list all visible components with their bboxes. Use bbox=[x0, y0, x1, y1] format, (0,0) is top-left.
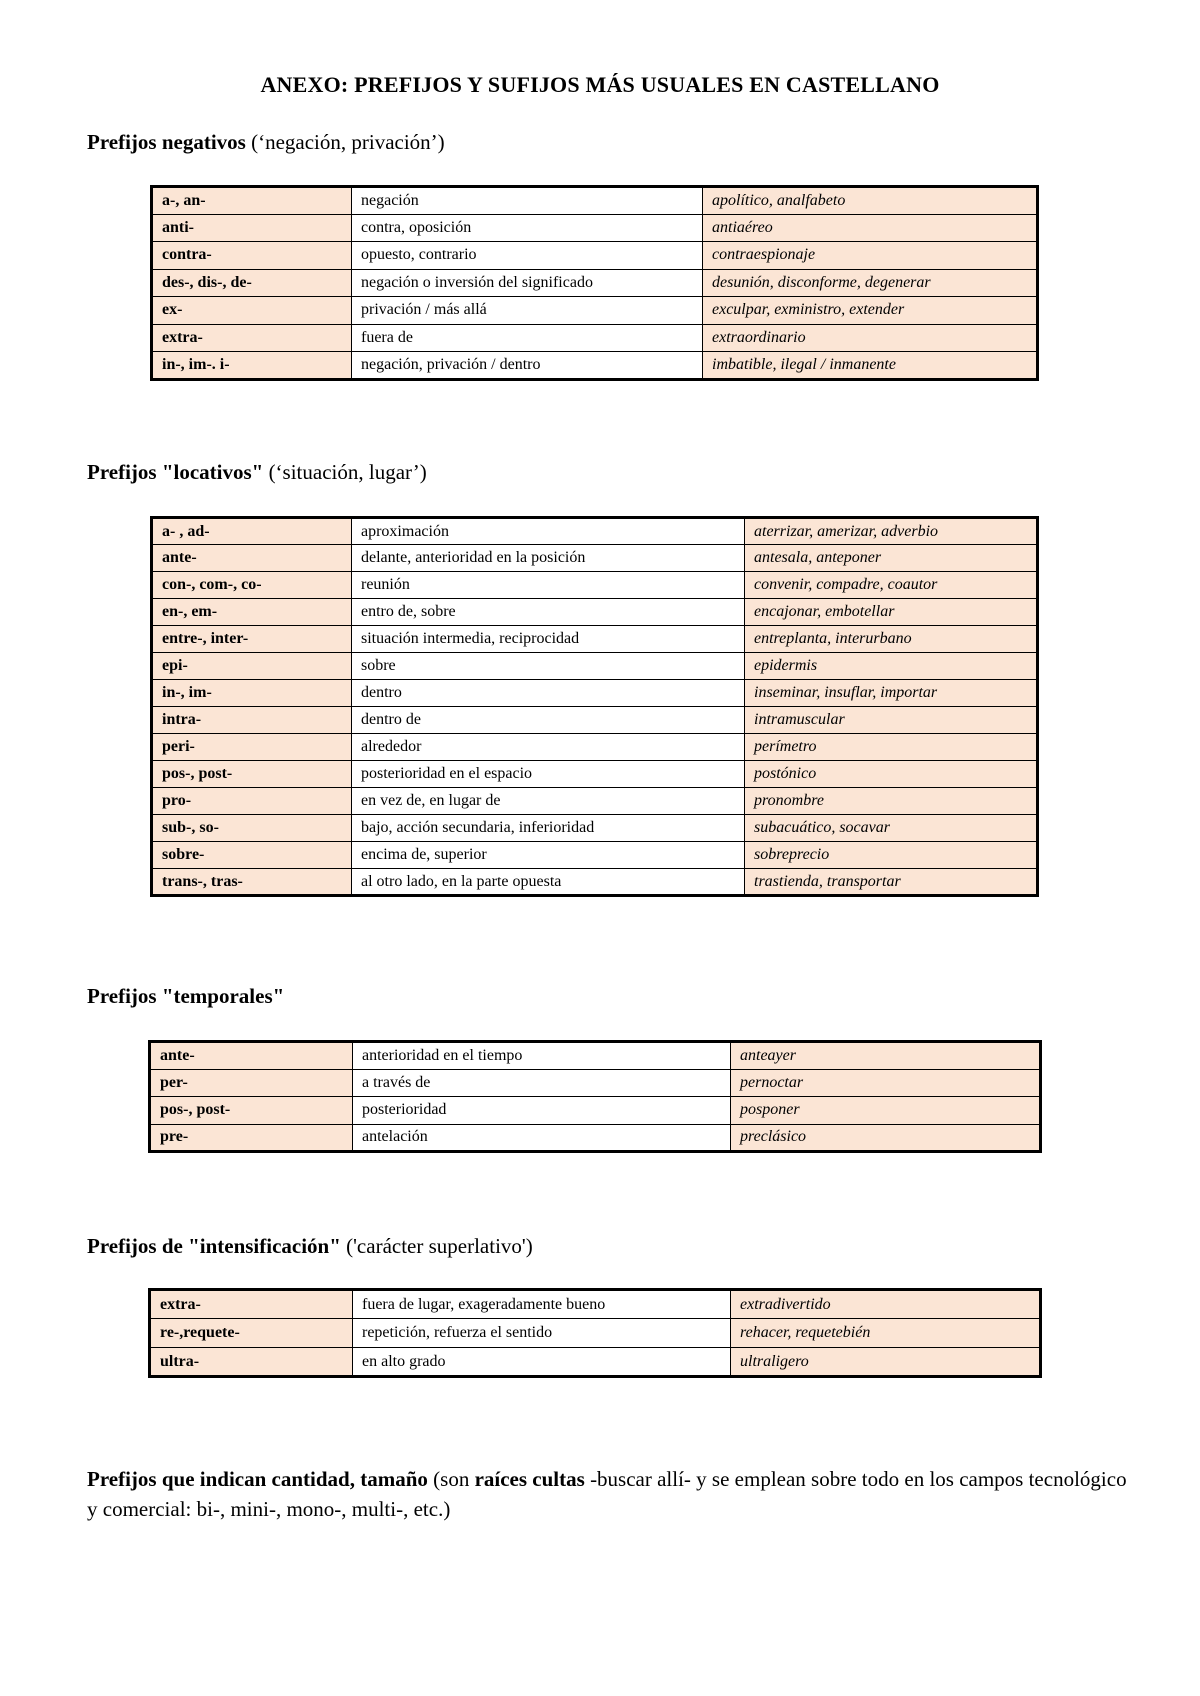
meaning-cell: sobre bbox=[352, 653, 745, 680]
heading-bold: Prefijos negativos bbox=[87, 130, 246, 154]
table-row bbox=[150, 1348, 1041, 1377]
closing-paragraph bbox=[87, 1464, 1127, 1524]
table-row bbox=[152, 297, 1038, 325]
prefix-cell: ultra- bbox=[150, 1348, 353, 1377]
meaning-cell: al otro lado, en la parte opuesta bbox=[352, 869, 745, 896]
table-locativos bbox=[150, 516, 1039, 897]
table-row bbox=[150, 1124, 1041, 1152]
meaning-cell: alrededor bbox=[352, 734, 745, 761]
meaning-cell: negación bbox=[352, 187, 703, 215]
table-row bbox=[150, 1069, 1041, 1097]
table-row bbox=[152, 242, 1038, 270]
meaning-cell: posterioridad en el espacio bbox=[352, 761, 745, 788]
table-row bbox=[152, 842, 1038, 869]
prefix-cell: in-, im- bbox=[152, 680, 352, 707]
heading-bold: Prefijos "temporales" bbox=[87, 984, 285, 1008]
example-cell: exculpar, exministro, extender bbox=[703, 297, 1038, 325]
heading-rest: ('carácter superlativo') bbox=[340, 1234, 533, 1258]
section-heading-intensificacion bbox=[87, 1234, 533, 1259]
meaning-cell: anterioridad en el tiempo bbox=[353, 1042, 731, 1070]
meaning-cell: reunión bbox=[352, 572, 745, 599]
example-cell: imbatible, ilegal / inmanente bbox=[703, 352, 1038, 380]
prefix-cell: sobre- bbox=[152, 842, 352, 869]
example-cell: intramuscular bbox=[745, 707, 1038, 734]
table-row bbox=[152, 572, 1038, 599]
meaning-cell: negación, privación / dentro bbox=[352, 352, 703, 380]
closing-bold-2: raíces cultas bbox=[474, 1467, 585, 1491]
meaning-cell: situación intermedia, reciprocidad bbox=[352, 626, 745, 653]
table-row bbox=[150, 1319, 1041, 1348]
table-row bbox=[152, 734, 1038, 761]
meaning-cell: en alto grado bbox=[353, 1348, 731, 1377]
meaning-cell: opuesto, contrario bbox=[352, 242, 703, 270]
table-row bbox=[150, 1042, 1041, 1070]
heading-bold: Prefijos "locativos" bbox=[87, 460, 264, 484]
example-cell: antiaéreo bbox=[703, 214, 1038, 242]
meaning-cell: en vez de, en lugar de bbox=[352, 788, 745, 815]
table-row bbox=[150, 1097, 1041, 1125]
example-cell: ultraligero bbox=[731, 1348, 1041, 1377]
table-negativos bbox=[150, 185, 1039, 381]
meaning-cell: entro de, sobre bbox=[352, 599, 745, 626]
prefix-cell: sub-, so- bbox=[152, 815, 352, 842]
table-row bbox=[152, 518, 1038, 545]
table-row bbox=[152, 269, 1038, 297]
example-cell: sobreprecio bbox=[745, 842, 1038, 869]
table-row bbox=[152, 599, 1038, 626]
meaning-cell: fuera de bbox=[352, 324, 703, 352]
example-cell: postónico bbox=[745, 761, 1038, 788]
table-row bbox=[152, 626, 1038, 653]
prefix-cell: a-, an- bbox=[152, 187, 352, 215]
example-cell: apolítico, analfabeto bbox=[703, 187, 1038, 215]
prefix-cell: peri- bbox=[152, 734, 352, 761]
table-row bbox=[152, 653, 1038, 680]
example-cell: inseminar, insuflar, importar bbox=[745, 680, 1038, 707]
example-cell: subacuático, socavar bbox=[745, 815, 1038, 842]
meaning-cell: negación o inversión del significado bbox=[352, 269, 703, 297]
closing-text-1: (son bbox=[427, 1467, 475, 1491]
prefix-cell: intra- bbox=[152, 707, 352, 734]
prefix-cell: pos-, post- bbox=[152, 761, 352, 788]
prefix-cell: anti- bbox=[152, 214, 352, 242]
table-row bbox=[152, 707, 1038, 734]
example-cell: extraordinario bbox=[703, 324, 1038, 352]
meaning-cell: encima de, superior bbox=[352, 842, 745, 869]
document-title: ANEXO: PREFIJOS Y SUFIJOS MÁS USUALES EN CASTELLANO bbox=[260, 72, 940, 97]
example-cell: aterrizar, amerizar, adverbio bbox=[745, 518, 1038, 545]
meaning-cell: dentro de bbox=[352, 707, 745, 734]
example-cell: extradivertido bbox=[731, 1290, 1041, 1319]
table-intensificacion bbox=[148, 1288, 1042, 1378]
example-cell: rehacer, requetebién bbox=[731, 1319, 1041, 1348]
example-cell: desunión, disconforme, degenerar bbox=[703, 269, 1038, 297]
example-cell: encajonar, embotellar bbox=[745, 599, 1038, 626]
prefix-cell: pro- bbox=[152, 788, 352, 815]
example-cell: perímetro bbox=[745, 734, 1038, 761]
heading-bold: Prefijos de "intensificación" bbox=[87, 1234, 341, 1258]
prefix-cell: re-,requete- bbox=[150, 1319, 353, 1348]
prefix-cell: ex- bbox=[152, 297, 352, 325]
prefix-cell: des-, dis-, de- bbox=[152, 269, 352, 297]
table-row bbox=[152, 788, 1038, 815]
example-cell: epidermis bbox=[745, 653, 1038, 680]
example-cell: antesala, anteponer bbox=[745, 545, 1038, 572]
example-cell: pronombre bbox=[745, 788, 1038, 815]
table-row bbox=[152, 869, 1038, 896]
heading-rest: (‘situación, lugar’) bbox=[263, 460, 427, 484]
example-cell: contraespionaje bbox=[703, 242, 1038, 270]
prefix-cell: con-, com-, co- bbox=[152, 572, 352, 599]
section-heading-locativos bbox=[87, 460, 427, 485]
example-cell: entreplanta, interurbano bbox=[745, 626, 1038, 653]
example-cell: anteayer bbox=[731, 1042, 1041, 1070]
prefix-cell: trans-, tras- bbox=[152, 869, 352, 896]
example-cell: convenir, compadre, coautor bbox=[745, 572, 1038, 599]
example-cell: posponer bbox=[731, 1097, 1041, 1125]
meaning-cell: dentro bbox=[352, 680, 745, 707]
meaning-cell: privación / más allá bbox=[352, 297, 703, 325]
table-row bbox=[152, 352, 1038, 380]
prefix-cell: entre-, inter- bbox=[152, 626, 352, 653]
prefix-cell: extra- bbox=[150, 1290, 353, 1319]
prefix-cell: en-, em- bbox=[152, 599, 352, 626]
section-heading-temporales bbox=[87, 984, 284, 1009]
meaning-cell: aproximación bbox=[352, 518, 745, 545]
table-row bbox=[152, 680, 1038, 707]
meaning-cell: contra, oposición bbox=[352, 214, 703, 242]
table-row bbox=[152, 214, 1038, 242]
meaning-cell: repetición, refuerza el sentido bbox=[353, 1319, 731, 1348]
table-row bbox=[152, 761, 1038, 788]
table-row bbox=[152, 187, 1038, 215]
meaning-cell: bajo, acción secundaria, inferioridad bbox=[352, 815, 745, 842]
closing-text-2: -buscar allí- y se emplean sobre todo en los campos tecnológico y comercial: bi-, mini-, mono-, multi-, etc.) bbox=[87, 1467, 1127, 1521]
prefix-cell: per- bbox=[150, 1069, 353, 1097]
prefix-cell: epi- bbox=[152, 653, 352, 680]
heading-rest: (‘negación, privación’) bbox=[245, 130, 445, 154]
closing-bold-1: Prefijos que indican cantidad, tamaño bbox=[87, 1467, 428, 1491]
prefix-cell: ante- bbox=[150, 1042, 353, 1070]
table-row bbox=[152, 545, 1038, 572]
prefix-cell: in-, im-. i- bbox=[152, 352, 352, 380]
meaning-cell: fuera de lugar, exageradamente bueno bbox=[353, 1290, 731, 1319]
meaning-cell: a través de bbox=[353, 1069, 731, 1097]
prefix-cell: ante- bbox=[152, 545, 352, 572]
prefix-cell: extra- bbox=[152, 324, 352, 352]
section-heading-negativos bbox=[87, 130, 445, 155]
table-row bbox=[152, 324, 1038, 352]
meaning-cell: antelación bbox=[353, 1124, 731, 1152]
table-temporales bbox=[148, 1040, 1042, 1153]
meaning-cell: posterioridad bbox=[353, 1097, 731, 1125]
example-cell: trastienda, transportar bbox=[745, 869, 1038, 896]
prefix-cell: a- , ad- bbox=[152, 518, 352, 545]
example-cell: pernoctar bbox=[731, 1069, 1041, 1097]
meaning-cell: delante, anterioridad en la posición bbox=[352, 545, 745, 572]
example-cell: preclásico bbox=[731, 1124, 1041, 1152]
prefix-cell: pos-, post- bbox=[150, 1097, 353, 1125]
table-row bbox=[152, 815, 1038, 842]
prefix-cell: pre- bbox=[150, 1124, 353, 1152]
prefix-cell: contra- bbox=[152, 242, 352, 270]
table-row bbox=[150, 1290, 1041, 1319]
